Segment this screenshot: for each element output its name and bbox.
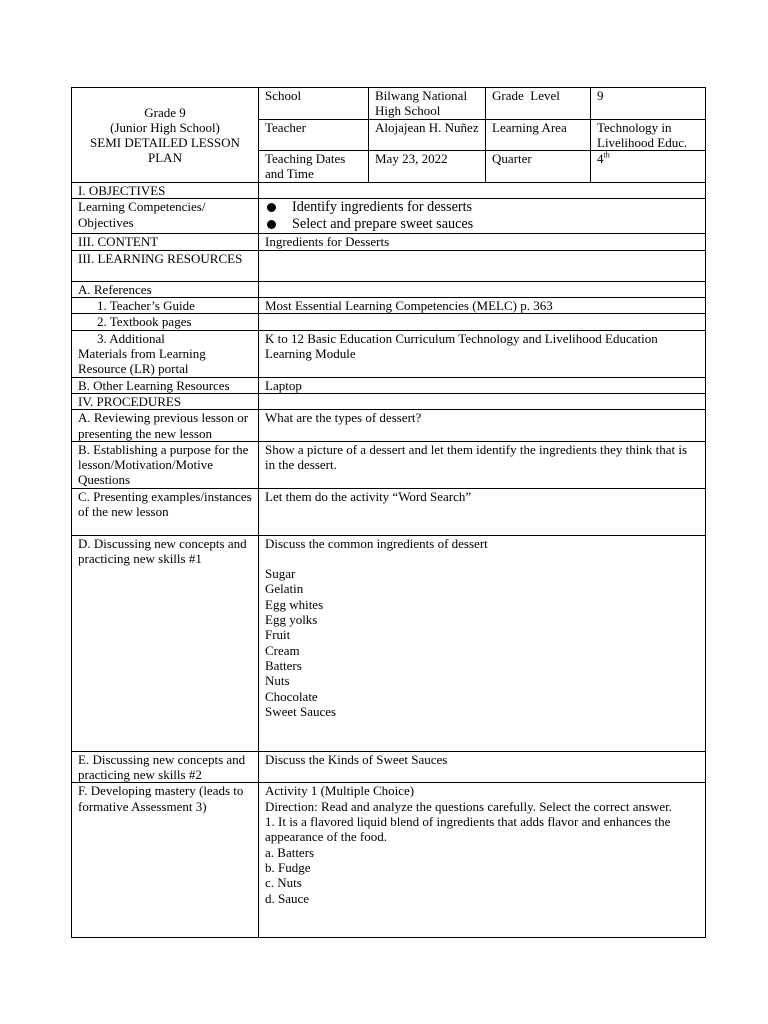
additional-label-line: Materials from Learning Resource (LR) portal [78, 345, 206, 377]
mastery-label: F. Developing mastery (leads to formative Assessment 3) [72, 783, 259, 938]
purpose-label: B. Establishing a purpose for the lesson/Motivation/Motive Questions [72, 441, 259, 488]
lesson-plan-table [71, 87, 706, 938]
grade-value: 9 [591, 88, 706, 120]
dates-value: May 23, 2022 [369, 151, 486, 183]
list-item: Egg yolks [265, 612, 318, 628]
other-resources-value: Laptop [259, 377, 706, 393]
lesson-plan-page [71, 87, 705, 938]
resources-empty [259, 250, 706, 281]
area-label: Learning Area [486, 119, 591, 151]
other-resources-label: B. Other Learning Resources [72, 377, 259, 393]
answer-option: d. Sauce [265, 890, 310, 906]
bullet-icon [267, 220, 276, 229]
area-value: Technology in Livelihood Educ. [591, 119, 706, 151]
quarter-number: 4 [597, 151, 604, 167]
discuss-1-label: D. Discussing new concepts and practicing new skills #1 [72, 535, 259, 751]
resources-label: III. LEARNING RESOURCES [72, 250, 259, 281]
references-empty [259, 281, 706, 297]
objectives-heading: I. OBJECTIVES [72, 183, 259, 199]
list-item: Sugar [265, 566, 296, 582]
title-line: PLAN [148, 150, 182, 166]
school-label: School [259, 88, 369, 120]
answer-option: c. Nuts [265, 875, 302, 891]
question-text: 1. It is a flavored liquid blend of ingredients that adds flavor and enhances the appearance of the food. [265, 814, 671, 845]
purpose-value: Show a picture of a dessert and let them identify the ingredients they think that is in the dessert. [259, 441, 706, 488]
competencies-label: Learning Competencies/ Objectives [72, 199, 259, 234]
additional-label-line: 3. Additional [97, 330, 165, 346]
title-line: Grade 9 [144, 104, 186, 120]
mastery-cell [259, 783, 706, 938]
review-value: What are the types of dessert? [259, 410, 706, 442]
list-item: Chocolate [265, 688, 318, 704]
quarter-suffix: th [603, 150, 610, 160]
list-item: Cream [265, 642, 300, 658]
discuss-1-intro: Discuss the common ingredients of dessert [265, 535, 488, 551]
answer-option: b. Fudge [265, 859, 311, 875]
list-item: Gelatin [265, 581, 304, 597]
procedures-empty [259, 393, 706, 409]
bullet-icon [267, 203, 276, 212]
competency-text: Identify ingredients for desserts [292, 199, 473, 216]
discuss-2-value: Discuss the Kinds of Sweet Sauces [259, 751, 706, 783]
teachers-guide-label: 1. Teacher’s Guide [72, 298, 259, 314]
list-item: Fruit [265, 627, 291, 643]
presenting-value: Let them do the activity “Word Search” [259, 488, 706, 535]
title-line: SEMI DETAILED LESSON [90, 135, 240, 151]
answer-option: a. Batters [265, 844, 315, 860]
list-item: Batters [265, 657, 302, 673]
title-line: (Junior High School) [110, 119, 220, 135]
textbook-label: 2. Textbook pages [72, 314, 259, 330]
discuss-1-cell [259, 535, 706, 751]
dates-label: Teaching Dates and Time [259, 151, 369, 183]
objectives-empty [259, 183, 706, 199]
teacher-value: Alojajean H. Nuñez [369, 119, 486, 151]
list-item [265, 199, 699, 216]
references-label: A. References [72, 281, 259, 297]
content-label: III. CONTENT [72, 234, 259, 250]
competencies-cell [259, 199, 706, 234]
quarter-value [591, 151, 706, 183]
additional-materials-value: K to 12 Basic Education Curriculum Technology and Livelihood Education Learning Module [259, 330, 706, 377]
quarter-label: Quarter [486, 151, 591, 183]
school-value: Bilwang National High School [369, 88, 486, 120]
content-value: Ingredients for Desserts [259, 234, 706, 250]
competency-text: Select and prepare sweet sauces [292, 216, 474, 233]
plan-title [72, 88, 259, 183]
activity-direction: Direction: Read and analyze the questions carefully. Select the correct answer. [265, 798, 673, 814]
list-item: Sweet Sauces [265, 703, 337, 719]
teacher-label: Teacher [259, 119, 369, 151]
grade-label: Grade Level [486, 88, 591, 120]
teachers-guide-value: Most Essential Learning Competencies (MELC) p. 363 [259, 298, 706, 314]
list-item: Egg whites [265, 596, 324, 612]
activity-title: Activity 1 (Multiple Choice) [265, 783, 415, 799]
discuss-2-label: E. Discussing new concepts and practicing new skills #2 [72, 751, 259, 783]
presenting-label: C. Presenting examples/instances of the new lesson [72, 488, 259, 535]
spacer [265, 551, 699, 566]
procedures-heading: IV. PROCEDURES [72, 393, 259, 409]
additional-materials-label [72, 330, 259, 377]
textbook-empty [259, 314, 706, 330]
list-item: Nuts [265, 673, 290, 689]
competencies-list [265, 199, 699, 233]
review-label: A. Reviewing previous lesson or presenting the new lesson [72, 410, 259, 442]
list-item [265, 216, 699, 233]
